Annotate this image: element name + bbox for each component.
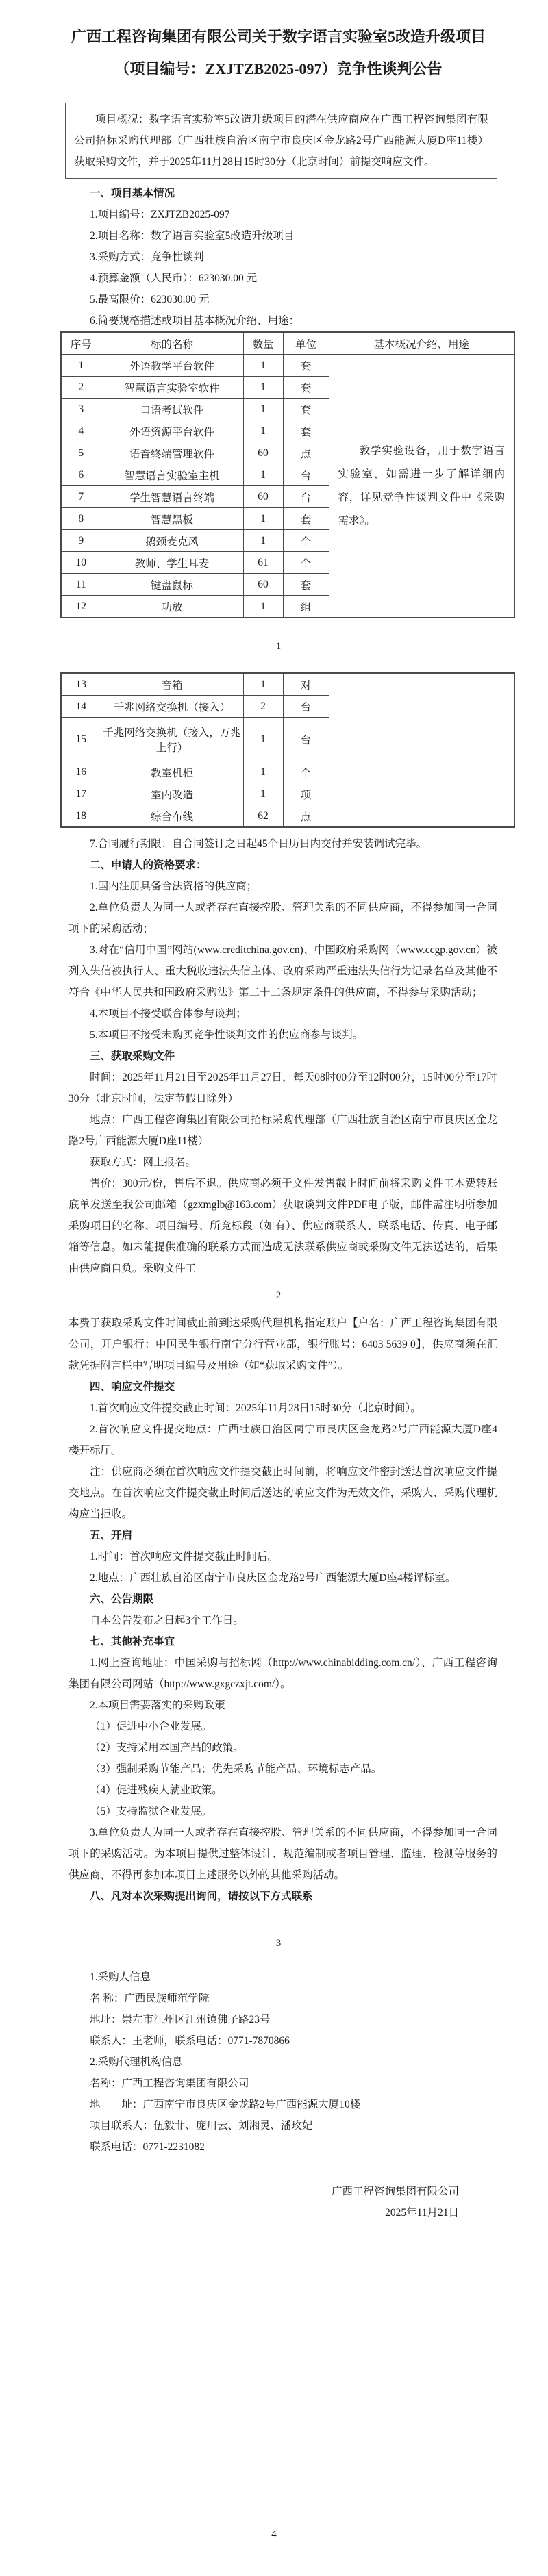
cell-no: 1 (61, 355, 101, 377)
cell-no: 4 (61, 420, 101, 442)
cell-qty: 1 (243, 399, 283, 420)
cell-qty: 1 (243, 596, 283, 618)
paragraph: （3）强制采购节能产品；优先采购节能产品、环境标志产品。 (90, 1763, 382, 1775)
cell-name: 综合布线 (101, 805, 243, 828)
paragraph: 4.预算金额（人民币）：623030.00 元 (90, 273, 258, 284)
paragraph: 地址：崇左市江州区江州镇佛子路23号 (90, 2014, 271, 2025)
cell-name: 外语资源平台软件 (101, 420, 243, 442)
page-number-2: 2 (275, 1290, 282, 1301)
title-line-2: （项目编号：ZXJTZB2025-097）竞争性谈判公告 (114, 60, 443, 77)
paragraph: 地点：广西工程咨询集团有限公司招标采购代理部（广西壮族自治区南宁市良庆区金龙路2号广西能源大厦D座11楼） (68, 1114, 497, 1147)
cell-no: 14 (61, 696, 101, 718)
cell-no: 12 (61, 596, 101, 618)
paragraph: （4）促进残疾人就业政策。 (90, 1784, 223, 1796)
cell-unit: 套 (283, 508, 329, 530)
section-3-heading: 三、获取采购文件 (90, 1050, 175, 1062)
cell-name: 功放 (101, 596, 243, 618)
paragraph: （5）支持监狱企业发展。 (90, 1806, 212, 1817)
cell-unit: 套 (283, 399, 329, 420)
paragraph: 6.简要规格描述或项目基本概况介绍、用途： (90, 315, 300, 327)
cell-qty: 1 (243, 718, 283, 761)
paragraph: 联系人：王老师，联系电话：0771-7870866 (90, 2035, 290, 2047)
cell-name: 智慧语言实验室主机 (101, 464, 243, 486)
paragraph: 联系电话：0771-2231082 (90, 2141, 205, 2153)
section-6-heading: 六、公告期限 (90, 1593, 154, 1605)
paragraph: 1.首次响应文件提交截止时间：2025年11月28日15时30分（北京时间）。 (90, 1402, 421, 1414)
cell-qty: 1 (243, 761, 283, 783)
cell-name: 教室机柜 (101, 761, 243, 783)
items-table-page2 (60, 672, 515, 828)
section-5-heading: 五、开启 (90, 1530, 133, 1541)
paragraph: 2.地点：广西壮族自治区南宁市良庆区金龙路2号广西能源大厦D座4楼评标室。 (90, 1572, 456, 1584)
paragraph: 自本公告发布之日起3个工作日。 (90, 1615, 244, 1626)
paragraph: 获取方式：网上报名。 (90, 1157, 197, 1168)
paragraph: 1.网上查询地址：中国采购与招标网（http://www.chinabidding.com.cn/）、广西工程咨询集团有限公司网站（http://www.gxgczxjt.com/）。 (68, 1657, 497, 1690)
page-number-1: 1 (275, 641, 282, 652)
cell-name: 智慧语言实验室软件 (101, 377, 243, 399)
header-qty: 数量 (243, 332, 283, 355)
paragraph: 名称：广西工程咨询集团有限公司 (90, 2078, 249, 2089)
header-desc: 基本概况介绍、用途 (329, 332, 514, 355)
cell-unit: 个 (283, 761, 329, 783)
section-7-heading: 七、其他补充事宜 (90, 1636, 175, 1647)
cell-unit: 台 (283, 718, 329, 761)
paragraph: 2.首次响应文件提交地点：广西壮族自治区南宁市良庆区金龙路2号广西能源大厦D座4楼开标厅。 (68, 1424, 497, 1456)
cell-name: 室内改造 (101, 783, 243, 805)
section-8-heading: 八、凡对本次采购提出询问，请按以下方式联系 (90, 1891, 313, 1902)
cell-unit: 套 (283, 377, 329, 399)
paragraph: 3.对在“信用中国”网站(www.creditchina.gov.cn)、中国政府采购网（www.ccgp.gov.cn）被列入失信被执行人、重大税收违法失信主体、政府采购严重违法失信行为记录名单及其他不符合《中华人民共和国政府采购法》第二十二条规定条件的供应商，不得参与采购活动； (68, 944, 497, 998)
paragraph: 时间：2025年11月21日至2025年11月27日，每天08时00分至12时00分，15时00分至17时30分（北京时间，法定节假日除外） (68, 1072, 497, 1104)
paragraph: 7.合同履行期限：自合同签订之日起45个日历日内交付并安装调试完毕。 (90, 838, 427, 850)
cell-name: 键盘鼠标 (101, 574, 243, 596)
cell-qty: 1 (243, 530, 283, 552)
table-row (61, 673, 514, 696)
paragraph: 1.国内注册具备合法资格的供应商； (90, 881, 258, 892)
cell-qty: 1 (243, 464, 283, 486)
cell-unit: 组 (283, 596, 329, 618)
signature-date: 2025年11月21日 (385, 2207, 459, 2219)
cell-no: 11 (61, 574, 101, 596)
cell-name: 智慧黑板 (101, 508, 243, 530)
cell-name: 音箱 (101, 673, 243, 696)
cell-name: 千兆网络交换机（接入，万兆上行） (101, 718, 243, 761)
page-number-4: 4 (271, 2529, 277, 2540)
cell-qty: 61 (243, 552, 283, 574)
cell-name: 教师、学生耳麦 (101, 552, 243, 574)
cell-qty: 60 (243, 574, 283, 596)
paragraph: 地 址：广西南宁市良庆区金龙路2号广西能源大厦10楼 (90, 2099, 361, 2110)
cell-qty: 60 (243, 442, 283, 464)
cell-name: 学生智慧语言终端 (101, 486, 243, 508)
cell-no: 13 (61, 673, 101, 696)
cell-qty: 60 (243, 486, 283, 508)
section-2-heading: 二、申请人的资格要求： (90, 859, 207, 871)
title-line-1: 广西工程咨询集团有限公司关于数字语言实验室5改造升级项目 (71, 28, 486, 45)
cell-qty: 62 (243, 805, 283, 828)
paragraph: 2.项目名称：数字语言实验室5改造升级项目 (90, 230, 295, 242)
table-row (61, 355, 514, 377)
paragraph: 本费于获取采购文件时间截止前到达采购代理机构指定账户【户名：广西工程咨询集团有限公司，开户银行：中国民生银行南宁分行营业部，银行账号：6403 5639 0】，供应商须在汇款凭据附言栏中写明项目编号及用途（如“获取采购文件”）。 (68, 1317, 497, 1372)
paragraph: 1.采购人信息 (90, 1971, 151, 1983)
cell-unit: 台 (283, 696, 329, 718)
cell-no: 17 (61, 783, 101, 805)
cell-unit: 点 (283, 805, 329, 828)
paragraph: （1）促进中小企业发展。 (90, 1721, 212, 1732)
paragraph: （2）支持采用本国产品的政策。 (90, 1742, 244, 1754)
spacer (68, 828, 497, 833)
cell-qty: 2 (243, 696, 283, 718)
paragraph: 5.本项目不接受未购买竞争性谈判文件的供应商参与谈判。 (90, 1029, 364, 1041)
header-unit: 单位 (283, 332, 329, 355)
cell-name: 口语考试软件 (101, 399, 243, 420)
document-title (60, 21, 497, 85)
section-1-heading: 一、项目基本情况 (90, 188, 175, 199)
merged-description-cell-empty (329, 673, 514, 827)
cell-qty: 1 (243, 673, 283, 696)
cell-qty: 1 (243, 420, 283, 442)
cell-no: 9 (61, 530, 101, 552)
table-header-row (61, 332, 514, 355)
paragraph: 5.最高限价：623030.00 元 (90, 294, 210, 305)
paragraph: 1.项目编号：ZXJTZB2025-097 (90, 209, 230, 220)
signature-org: 广西工程咨询集团有限公司 (331, 2186, 459, 2197)
cell-unit: 套 (283, 574, 329, 596)
cell-unit: 套 (283, 420, 329, 442)
project-overview-text: 项目概况：数字语言实验室5改造升级项目的潜在供应商应在广西工程咨询集团有限公司招标采购代理部（广西壮族自治区南宁市良庆区金龙路2号广西能源大厦D座11楼）获取采购文件，并于2025年11月28日15时30分（北京时间）前提交响应文件。 (74, 114, 488, 168)
cell-no: 8 (61, 508, 101, 530)
cell-no: 10 (61, 552, 101, 574)
cell-unit: 个 (283, 552, 329, 574)
cell-no: 7 (61, 486, 101, 508)
paragraph: 2.采购代理机构信息 (90, 2056, 183, 2068)
cell-no: 3 (61, 399, 101, 420)
cell-qty: 1 (243, 508, 283, 530)
paragraph: 4.本项目不接受联合体参与谈判； (90, 1008, 247, 1020)
cell-name: 外语教学平台软件 (101, 355, 243, 377)
merged-description-cell: 教学实验设备，用于数字语言实验室，如需进一步了解详细内容，详见竞争性谈判文件中《采购需求》。 (329, 355, 514, 618)
cell-unit: 套 (283, 355, 329, 377)
header-no: 序号 (61, 332, 101, 355)
cell-name: 语音终端管理软件 (101, 442, 243, 464)
paragraph: 名 称：广西民族师范学院 (90, 1993, 210, 2004)
paragraph: 注：供应商必须在首次响应文件提交截止时间前，将响应文件密封送达首次响应文件提交地点。在首次响应文件提交截止时间后送达的响应文件为无效文件，采购人、采购代理机构应当拒收。 (68, 1466, 497, 1520)
cell-no: 16 (61, 761, 101, 783)
cell-unit: 点 (283, 442, 329, 464)
header-name: 标的名称 (101, 332, 243, 355)
cell-unit: 台 (283, 464, 329, 486)
paragraph: 2.本项目需要落实的采购政策 (90, 1700, 225, 1711)
paragraph: 1.时间：首次响应文件提交截止时间后。 (90, 1551, 279, 1563)
cell-unit: 对 (283, 673, 329, 696)
paragraph: 售价：300元/份，售后不退。供应商必须于文件发售截止时间前将采购文件工本费转账底单发送至我公司邮箱（gzxmglb@163.com）获取谈判文件PDF电子版，邮件需注明所参加采购项目的名称、项目编号、所竞标段（如有）、供应商联系人、联系电话、传真、电子邮箱等信息。如未能提供准确的联系方式而造成无法联系供应商或采购文件无法送达的，后果由供应商自负。采购文件工 (68, 1178, 497, 1274)
cell-unit: 个 (283, 530, 329, 552)
cell-no: 6 (61, 464, 101, 486)
cell-qty: 1 (243, 377, 283, 399)
items-table-page1 (60, 331, 515, 618)
page-number-3: 3 (275, 1938, 282, 1949)
cell-qty: 1 (243, 355, 283, 377)
signature-block (68, 2181, 497, 2223)
cell-unit: 台 (283, 486, 329, 508)
paragraph: 3.单位负责人为同一人或者存在直接控股、管理关系的不同供应商，不得参加同一合同项下的采购活动。为本项目提供过整体设计、规范编制或者项目管理、监理、检测等服务的供应商，不得再参加本项目上述服务以外的其他采购活动。 (68, 1827, 497, 1881)
cell-unit: 项 (283, 783, 329, 805)
cell-qty: 1 (243, 783, 283, 805)
paragraph: 项目联系人：伍毅菲、庞川云、刘湘灵、潘玫妃 (90, 2120, 313, 2132)
project-overview-box (65, 103, 497, 179)
cell-no: 15 (61, 718, 101, 761)
cell-name: 千兆网络交换机（接入） (101, 696, 243, 718)
cell-no: 5 (61, 442, 101, 464)
paragraph: 3.采购方式：竞争性谈判 (90, 251, 204, 263)
cell-no: 2 (61, 377, 101, 399)
cell-no: 18 (61, 805, 101, 828)
section-4-heading: 四、响应文件提交 (90, 1381, 175, 1393)
cell-name: 鹅颈麦克风 (101, 530, 243, 552)
paragraph: 2.单位负责人为同一人或者存在直接控股、管理关系的不同供应商，不得参加同一合同项下的采购活动； (68, 902, 497, 935)
